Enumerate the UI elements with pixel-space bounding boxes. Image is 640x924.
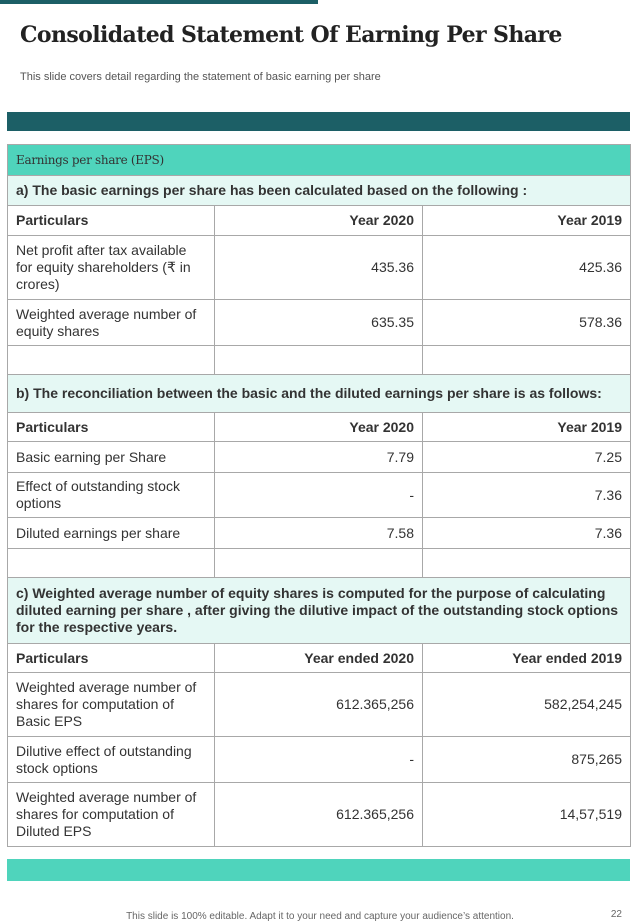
row-label: Net profit after tax available for equity shareholders (₹ in crores): [8, 236, 215, 300]
value-2019: 875,265: [423, 737, 631, 783]
value-2019: 578.36: [423, 300, 631, 346]
section-b-heading: b) The reconciliation between the basic and the diluted earnings per share is as follows:: [8, 375, 631, 413]
column-header-year-2019: Year 2019: [423, 206, 631, 236]
table-row: [8, 473, 631, 518]
top-accent-bar: [0, 0, 318, 4]
table-row: [8, 783, 631, 847]
bottom-band: [7, 859, 630, 881]
column-header-particulars: Particulars: [8, 644, 215, 673]
value-2020: 435.36: [215, 236, 423, 300]
table-row: [8, 300, 631, 346]
column-header-year-ended-2020: Year ended 2020: [215, 644, 423, 673]
section-heading-row: [8, 176, 631, 206]
empty-row: [8, 549, 631, 578]
row-label: Effect of outstanding stock options: [8, 473, 215, 518]
value-2019: 7.36: [423, 518, 631, 549]
table-row: [8, 518, 631, 549]
value-2019: 7.25: [423, 442, 631, 473]
value-2019: 7.36: [423, 473, 631, 518]
table-row: [8, 442, 631, 473]
column-header-row: [8, 206, 631, 236]
column-header-particulars: Particulars: [8, 413, 215, 442]
row-label: Weighted average number of shares for computation of Diluted EPS: [8, 783, 215, 847]
table-header: Earnings per share (EPS): [8, 145, 631, 176]
value-2020: 635.35: [215, 300, 423, 346]
value-2019: 582,254,245: [423, 673, 631, 737]
column-header-particulars: Particulars: [8, 206, 215, 236]
column-header-year-2020: Year 2020: [215, 206, 423, 236]
page-number: 22: [610, 909, 622, 920]
table-row: [8, 737, 631, 783]
section-a-heading: a) The basic earnings per share has been calculated based on the following :: [8, 176, 631, 206]
table-row: [8, 236, 631, 300]
section-heading-row: [8, 375, 631, 413]
column-header-row: [8, 644, 631, 673]
section-c-heading: c) Weighted average number of equity shares is computed for the purpose of calculating diluted earning per share , after giving the dilutive impact of the outstanding stock options for the respective years.: [8, 578, 631, 644]
page-subtitle: This slide covers detail regarding the statement of basic earning per share: [20, 71, 381, 83]
value-2020: -: [215, 737, 423, 783]
value-2020: 612.365,256: [215, 673, 423, 737]
empty-row: [8, 346, 631, 375]
value-2020: -: [215, 473, 423, 518]
eps-table: [7, 144, 631, 847]
row-label: Dilutive effect of outstanding stock options: [8, 737, 215, 783]
row-label: Basic earning per Share: [8, 442, 215, 473]
section-heading-row: [8, 578, 631, 644]
table-row: [8, 673, 631, 737]
page-title: Consolidated Statement Of Earning Per Share: [20, 22, 562, 48]
value-2019: 14,57,519: [423, 783, 631, 847]
row-label: Weighted average number of shares for computation of Basic EPS: [8, 673, 215, 737]
value-2019: 425.36: [423, 236, 631, 300]
column-header-year-2020: Year 2020: [215, 413, 423, 442]
table-header-row: [8, 145, 631, 176]
column-header-year-2019: Year 2019: [423, 413, 631, 442]
column-header-row: [8, 413, 631, 442]
row-label: Weighted average number of equity shares: [8, 300, 215, 346]
column-header-year-ended-2019: Year ended 2019: [423, 644, 631, 673]
footer-note: This slide is 100% editable. Adapt it to your need and capture your audience’s attention.: [126, 911, 514, 922]
value-2020: 7.79: [215, 442, 423, 473]
row-label: Diluted earnings per share: [8, 518, 215, 549]
value-2020: 7.58: [215, 518, 423, 549]
value-2020: 612.365,256: [215, 783, 423, 847]
header-band: [7, 112, 630, 131]
